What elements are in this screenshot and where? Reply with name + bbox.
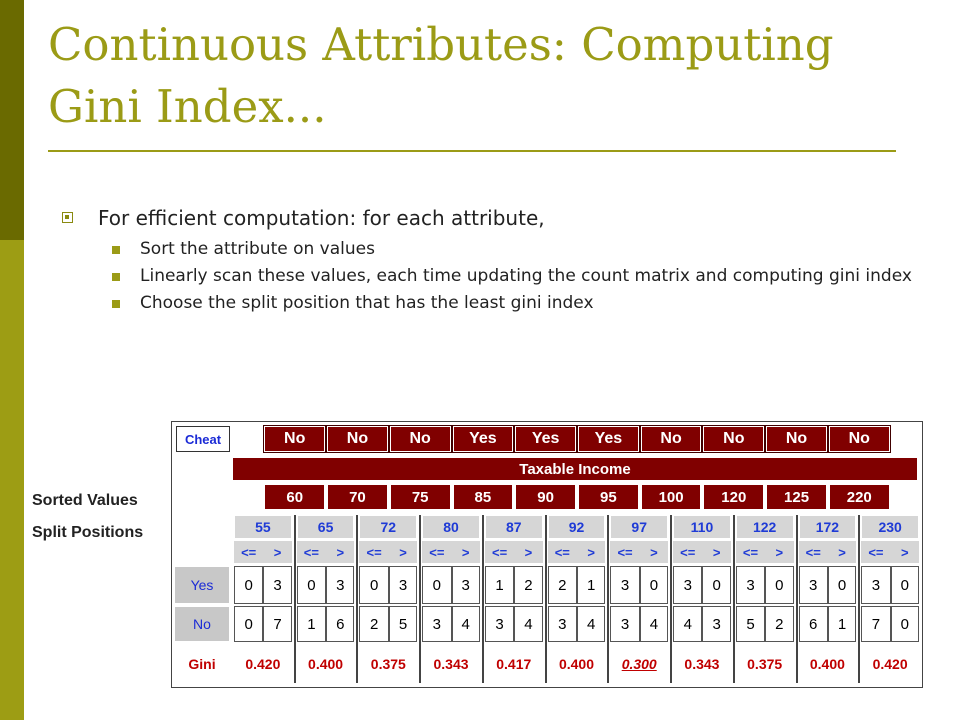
count-cell: 0	[297, 566, 326, 604]
count-cell: 2	[359, 606, 388, 642]
square-bullet-icon	[112, 273, 120, 281]
split-position-cell: 230	[861, 515, 919, 539]
square-bullet-icon	[62, 212, 73, 223]
op-le-label: <=	[422, 541, 451, 563]
cheat-value-cell: Yes	[578, 426, 639, 452]
title-underline	[48, 150, 896, 152]
gini-value-cell: 0.420	[234, 645, 292, 683]
count-cell: 3	[485, 606, 514, 642]
left-accent-bar-light	[0, 240, 24, 720]
cheat-value-cell: No	[829, 426, 890, 452]
gini-table	[171, 421, 923, 688]
sorted-value-cell: 100	[641, 484, 702, 510]
cheat-value-cell: Yes	[453, 426, 514, 452]
op-gt-label: >	[263, 541, 291, 563]
cheat-value-cell: No	[264, 426, 325, 452]
count-cell: 5	[736, 606, 765, 642]
cheat-label: Cheat	[176, 426, 230, 452]
split-position-cell: 92	[548, 515, 606, 539]
count-cell: 3	[610, 606, 639, 642]
count-cell: 0	[234, 606, 263, 642]
count-cell: 7	[861, 606, 890, 642]
split-position-cell: 55	[234, 515, 292, 539]
column-separator	[796, 515, 798, 683]
op-le-label: <=	[485, 541, 514, 563]
count-cell: 0	[702, 566, 730, 604]
cheat-value-cell: No	[703, 426, 764, 452]
count-cell: 3	[799, 566, 828, 604]
count-cell: 3	[263, 566, 291, 604]
count-cell: 0	[422, 566, 451, 604]
count-cell: 0	[640, 566, 668, 604]
gini-value-cell: 0.400	[548, 645, 606, 683]
op-gt-label: >	[702, 541, 730, 563]
split-position-cell: 80	[422, 515, 480, 539]
op-gt-label: >	[765, 541, 793, 563]
bullet-main	[62, 203, 912, 233]
sorted-values-label: Sorted Values	[32, 492, 138, 509]
count-cell: 1	[297, 606, 326, 642]
column-separator	[545, 515, 547, 683]
op-gt-label: >	[389, 541, 417, 563]
count-cell: 3	[610, 566, 639, 604]
attribute-header: Taxable Income	[232, 457, 918, 481]
op-le-label: <=	[799, 541, 828, 563]
count-cell: 2	[514, 566, 542, 604]
column-separator	[294, 515, 296, 683]
count-cell: 3	[422, 606, 451, 642]
square-bullet-icon	[112, 300, 120, 308]
gini-value-cell: 0.343	[673, 645, 731, 683]
slide-title: Continuous Attributes: Computing Gini Index...	[48, 18, 834, 133]
count-cell: 0	[234, 566, 263, 604]
count-cell: 0	[891, 566, 919, 604]
op-gt-label: >	[640, 541, 668, 563]
op-le-label: <=	[548, 541, 577, 563]
bullet-main-text: For efficient computation: for each attribute,	[98, 206, 545, 230]
column-separator	[733, 515, 735, 683]
sub-bullet-text: Choose the split position that has the least gini index	[140, 293, 594, 313]
count-cell: 5	[389, 606, 417, 642]
sorted-value-cell: 95	[578, 484, 639, 510]
sorted-value-cell: 70	[327, 484, 388, 510]
op-gt-label: >	[452, 541, 480, 563]
gini-value-cell: 0.417	[485, 645, 543, 683]
column-separator	[670, 515, 672, 683]
count-cell: 4	[514, 606, 542, 642]
op-gt-label: >	[326, 541, 354, 563]
sorted-value-cell: 125	[766, 484, 827, 510]
sub-bullet-text: Sort the attribute on values	[140, 239, 375, 259]
split-position-cell: 65	[297, 515, 355, 539]
left-accent-bar-dark	[0, 0, 24, 240]
count-cell: 4	[452, 606, 480, 642]
count-cell: 2	[548, 566, 577, 604]
count-cell: 3	[736, 566, 765, 604]
split-position-cell: 72	[359, 515, 417, 539]
count-cell: 1	[485, 566, 514, 604]
column-separator	[482, 515, 484, 683]
cheat-value-cell: No	[390, 426, 451, 452]
op-le-label: <=	[234, 541, 263, 563]
op-le-label: <=	[359, 541, 388, 563]
count-cell: 0	[765, 566, 793, 604]
count-cell: 2	[765, 606, 793, 642]
split-position-cell: 122	[736, 515, 794, 539]
row-label-no: No	[174, 606, 230, 642]
column-separator	[858, 515, 860, 683]
square-bullet-icon	[112, 246, 120, 254]
cheat-value-cell: Yes	[515, 426, 576, 452]
gini-value-cell: 0.400	[799, 645, 857, 683]
count-cell: 3	[452, 566, 480, 604]
gini-value-cell: 0.375	[359, 645, 417, 683]
count-cell: 6	[799, 606, 828, 642]
sub-bullet	[62, 293, 912, 314]
gini-value-cell: 0.375	[736, 645, 794, 683]
count-cell: 0	[891, 606, 919, 642]
gini-value-cell: 0.300	[610, 645, 668, 683]
column-separator	[607, 515, 609, 683]
count-cell: 3	[861, 566, 890, 604]
count-cell: 3	[673, 566, 702, 604]
gini-value-cell: 0.400	[297, 645, 355, 683]
split-positions-label: Split Positions	[32, 524, 144, 541]
sorted-value-cell: 75	[390, 484, 451, 510]
count-cell: 3	[548, 606, 577, 642]
count-cell: 3	[326, 566, 354, 604]
sub-bullet	[62, 239, 912, 260]
count-cell: 7	[263, 606, 291, 642]
sub-bullet-text: Linearly scan these values, each time updating the count matrix and computing gini index	[140, 266, 912, 286]
row-label-yes: Yes	[174, 566, 230, 604]
op-gt-label: >	[828, 541, 856, 563]
op-le-label: <=	[610, 541, 639, 563]
sorted-value-cell: 90	[515, 484, 576, 510]
count-cell: 3	[702, 606, 730, 642]
count-cell: 4	[640, 606, 668, 642]
op-le-label: <=	[673, 541, 702, 563]
row-label-gini: Gini	[174, 645, 230, 683]
op-gt-label: >	[891, 541, 919, 563]
op-le-label: <=	[736, 541, 765, 563]
op-le-label: <=	[297, 541, 326, 563]
split-position-cell: 87	[485, 515, 543, 539]
sub-bullet	[62, 266, 912, 287]
split-position-cell: 110	[673, 515, 731, 539]
bullet-list	[62, 203, 912, 314]
column-separator	[356, 515, 358, 683]
count-cell: 0	[828, 566, 856, 604]
count-cell: 3	[389, 566, 417, 604]
gini-value-cell: 0.343	[422, 645, 480, 683]
count-cell: 4	[673, 606, 702, 642]
sorted-value-cell: 120	[703, 484, 764, 510]
op-le-label: <=	[861, 541, 890, 563]
count-cell: 0	[359, 566, 388, 604]
count-cell: 4	[577, 606, 605, 642]
cheat-value-cell: No	[327, 426, 388, 452]
count-cell: 1	[577, 566, 605, 604]
split-position-cell: 97	[610, 515, 668, 539]
cheat-value-cell: No	[766, 426, 827, 452]
gini-value-cell: 0.420	[861, 645, 919, 683]
sorted-value-cell: 85	[453, 484, 514, 510]
count-cell: 6	[326, 606, 354, 642]
cheat-value-cell: No	[641, 426, 702, 452]
sorted-value-cell: 220	[829, 484, 890, 510]
count-cell: 1	[828, 606, 856, 642]
op-gt-label: >	[514, 541, 542, 563]
column-separator	[419, 515, 421, 683]
op-gt-label: >	[577, 541, 605, 563]
split-position-cell: 172	[799, 515, 857, 539]
sorted-value-cell: 60	[264, 484, 325, 510]
